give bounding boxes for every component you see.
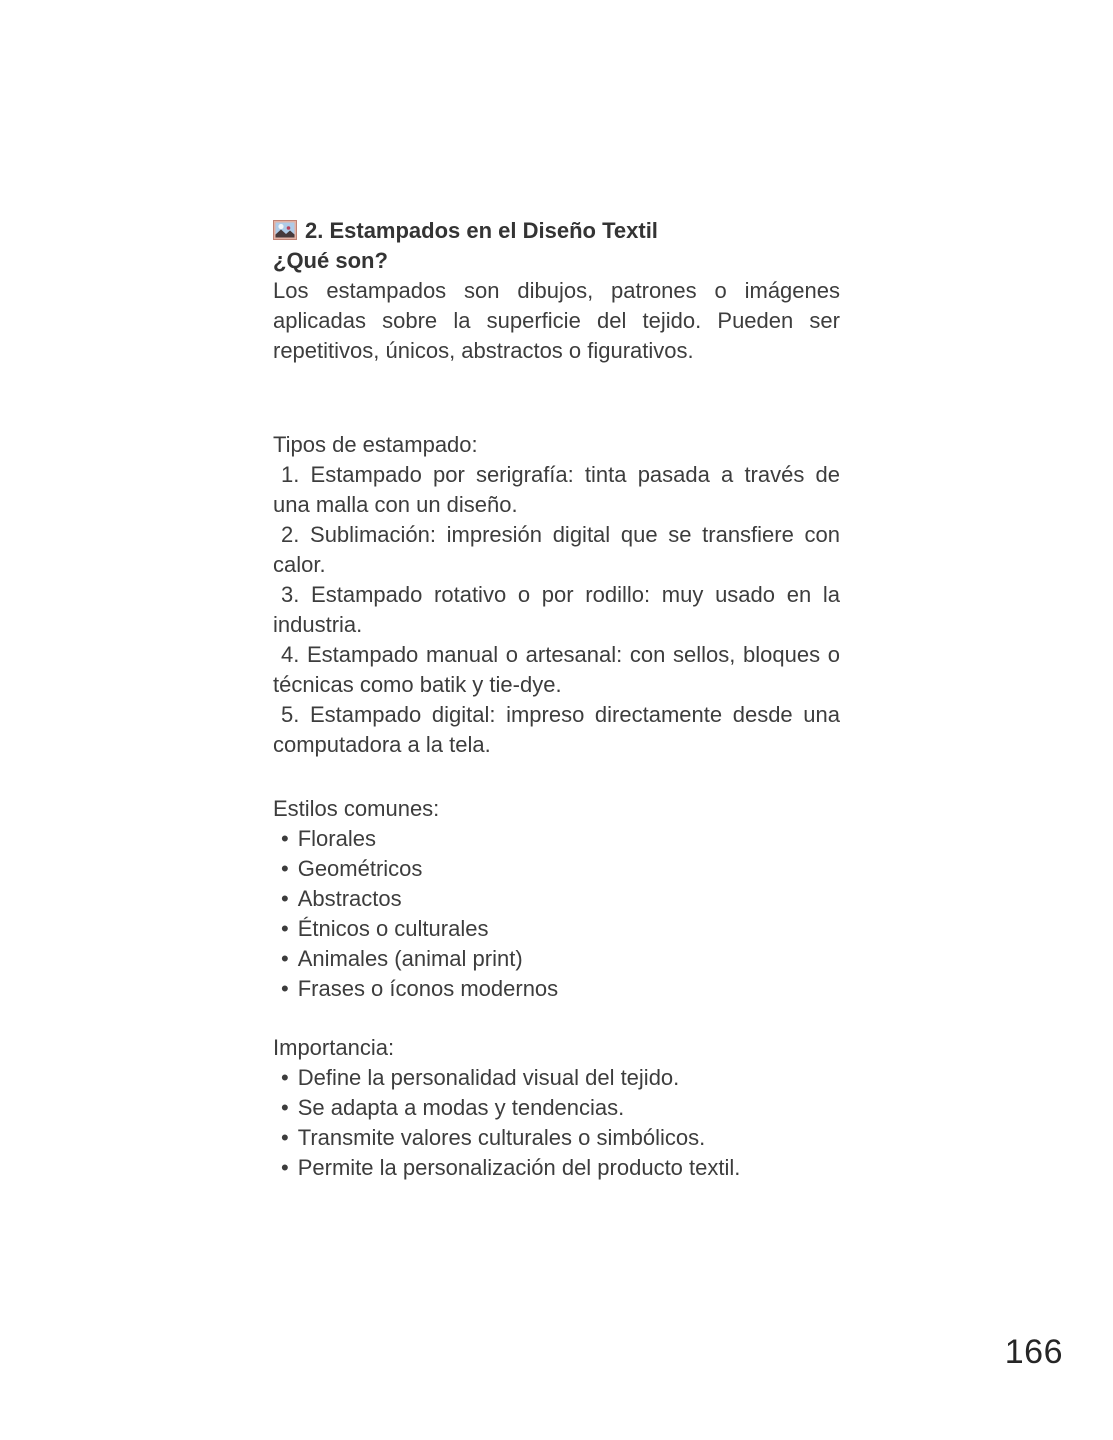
bullet-glyph: • — [281, 1065, 289, 1090]
list-item — [273, 824, 840, 854]
section-tipos — [273, 430, 840, 760]
list-item: 5. Estampado digital: impreso directamente desde una computadora a la tela. — [273, 702, 840, 757]
bullet-glyph: • — [281, 1125, 289, 1150]
tipos-label: Tipos de estampado: — [273, 432, 478, 457]
estilos-list — [273, 824, 840, 1004]
section-heading-text: 2. Estampados en el Diseño Textil — [305, 218, 658, 243]
list-item — [273, 974, 840, 1004]
bullet-glyph: • — [281, 1155, 289, 1180]
tipos-list — [273, 460, 840, 760]
section-subheading: ¿Qué son? — [273, 248, 388, 273]
intro-paragraph: Los estampados son dibujos, patrones o imágenes aplicadas sobre la superficie del tejido. Pueden ser repetitivos, únicos, abstractos o figurativos. — [273, 278, 840, 363]
list-item-text: Geométricos — [297, 856, 423, 881]
list-item-text: Se adapta a modas y tendencias. — [297, 1095, 625, 1120]
list-item-text: Abstractos — [297, 886, 402, 911]
list-item-text: Animales (animal print) — [297, 946, 523, 971]
section-importancia — [273, 1033, 840, 1183]
bullet-glyph: • — [281, 1095, 289, 1120]
bullet-glyph: • — [281, 886, 289, 911]
bullet-glyph: • — [281, 856, 289, 881]
list-item: 2. Sublimación: impresión digital que se transfiere con calor. — [273, 522, 840, 577]
bullet-glyph: • — [281, 976, 289, 1001]
framed-picture-icon — [273, 220, 297, 240]
list-item: 1. Estampado por serigrafía: tinta pasada a través de una malla con un diseño. — [273, 462, 840, 517]
list-item-text: Frases o íconos modernos — [297, 976, 559, 1001]
list-item — [273, 884, 840, 914]
list-item — [273, 1063, 840, 1093]
importancia-label: Importancia: — [273, 1035, 395, 1060]
bullet-glyph: • — [281, 916, 289, 941]
list-item-text: Florales — [297, 826, 376, 851]
page-number: 166 — [1004, 1333, 1063, 1371]
list-item-text: Transmite valores culturales o simbólicos. — [297, 1125, 706, 1150]
list-item — [273, 914, 840, 944]
page-content — [273, 216, 840, 1183]
list-item — [273, 944, 840, 974]
list-item-text: Étnicos o culturales — [297, 916, 489, 941]
importancia-list — [273, 1063, 840, 1183]
bullet-glyph: • — [281, 946, 289, 971]
section-heading — [273, 216, 840, 246]
list-item — [273, 1093, 840, 1123]
list-item — [273, 1123, 840, 1153]
list-item: 3. Estampado rotativo o por rodillo: muy usado en la industria. — [273, 582, 840, 637]
list-item — [273, 1153, 840, 1183]
bullet-glyph: • — [281, 826, 289, 851]
list-item — [273, 854, 840, 884]
list-item-text: Define la personalidad visual del tejido. — [297, 1065, 680, 1090]
estilos-label: Estilos comunes: — [273, 796, 440, 821]
section-estilos — [273, 794, 840, 1004]
list-item-text: Permite la personalización del producto textil. — [297, 1155, 741, 1180]
list-item: 4. Estampado manual o artesanal: con sellos, bloques o técnicas como batik y tie-dye. — [273, 642, 840, 697]
